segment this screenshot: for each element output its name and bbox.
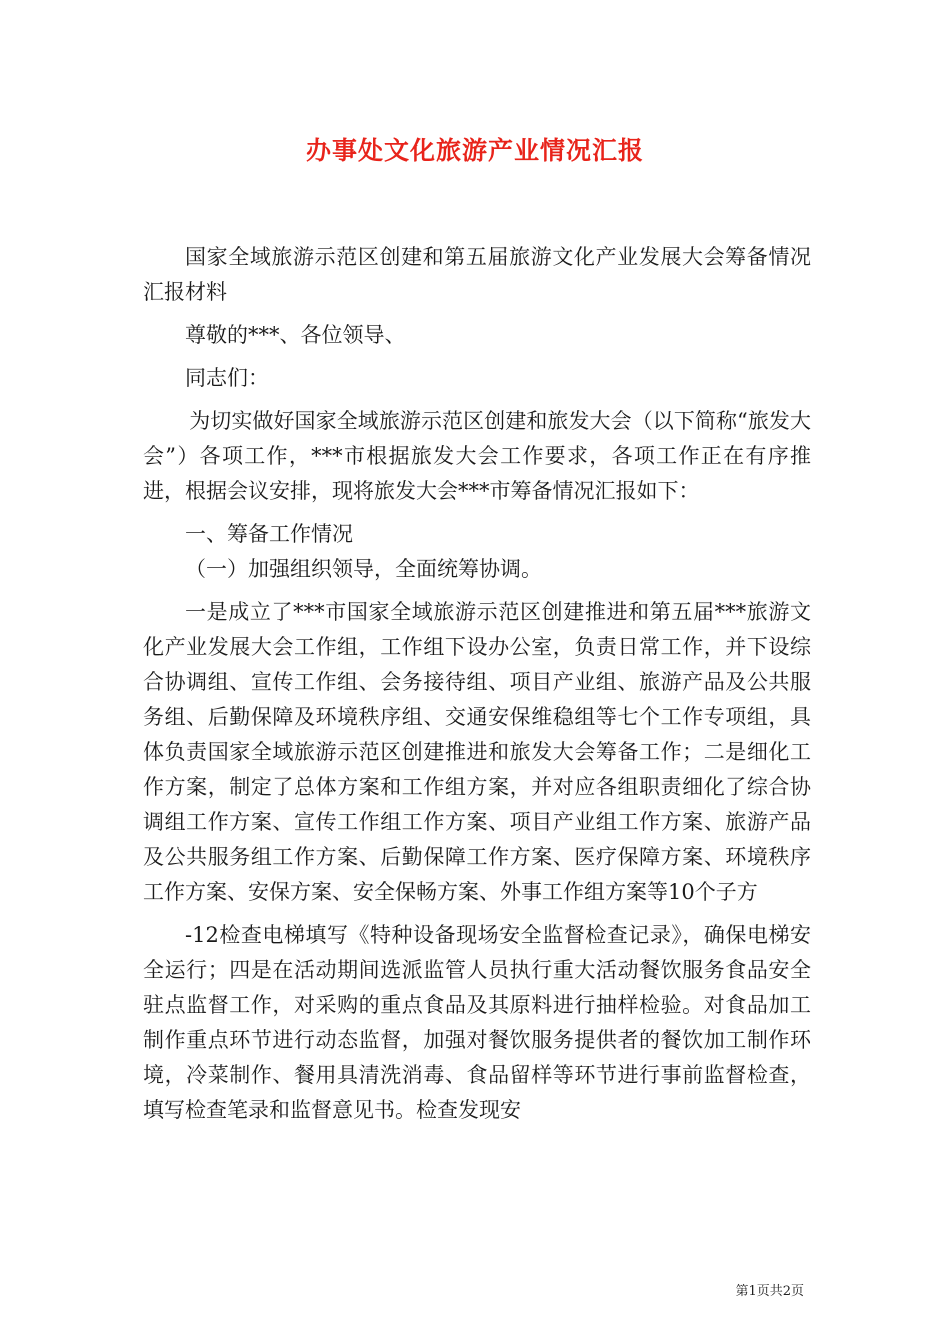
- page-number-footer: 第1页共2页: [735, 1284, 804, 1299]
- paragraph-body-2: -12检查电梯填写《特种设备现场安全监督检查记录》，确保电梯安全运行；四是在活动期间选派监管人员执行重大活动餐饮服务食品安全驻点监督工作，对采购的重点食品及其原料进行抽样检验。对食品加工制作重点环节进行动态监督，加强对餐饮服务提供者的餐饮加工制作环境，冷菜制作、餐用具清洗消毒、食品留样等环节进行事前监督检查，填写检查笔录和监督意见书。检查发现安: [143, 923, 811, 1122]
- document-body: [143, 240, 811, 1128]
- section-heading: 一、筹备工作情况: [185, 522, 353, 546]
- paragraph-greeting: 同志们：: [185, 366, 269, 390]
- paragraph-salutation: 尊敬的***、各位领导、: [185, 323, 406, 347]
- paragraph-intro: 为切实做好国家全域旅游示范区创建和旅发大会（以下简称“旅发大会”）各项工作，***市根据旅发大会工作要求，各项工作正在有序推进，根据会议安排，现将旅发大会***市筹备情况汇报如下：: [143, 409, 811, 503]
- subsection-heading: （一）加强组织领导，全面统筹协调。: [185, 557, 542, 581]
- paragraph-body-1: 一是成立了***市国家全域旅游示范区创建推进和第五届***旅游文化产业发展大会工作组，工作组下设办公室，负责日常工作，并下设综合协调组、宣传工作组、会务接待组、项目产业组、旅游产品及公共服务组、后勤保障及环境秩序组、交通安保维稳组等七个工作专项组，具体负责国家全域旅游示范区创建推进和旅发大会筹备工作；二是细化工作方案，制定了总体方案和工作组方案，并对应各组职责细化了综合协调组工作方案、宣传工作组工作方案、项目产业组工作方案、旅游产品及公共服务组工作方案、后勤保障工作方案、医疗保障方案、环境秩序工作方案、安保方案、安全保畅方案、外事工作组方案等10个子方: [143, 600, 811, 904]
- paragraph-heading-line: 国家全域旅游示范区创建和第五届旅游文化产业发展大会筹备情况汇报材料: [143, 245, 811, 304]
- document-title: 办事处文化旅游产业情况汇报: [305, 136, 644, 165]
